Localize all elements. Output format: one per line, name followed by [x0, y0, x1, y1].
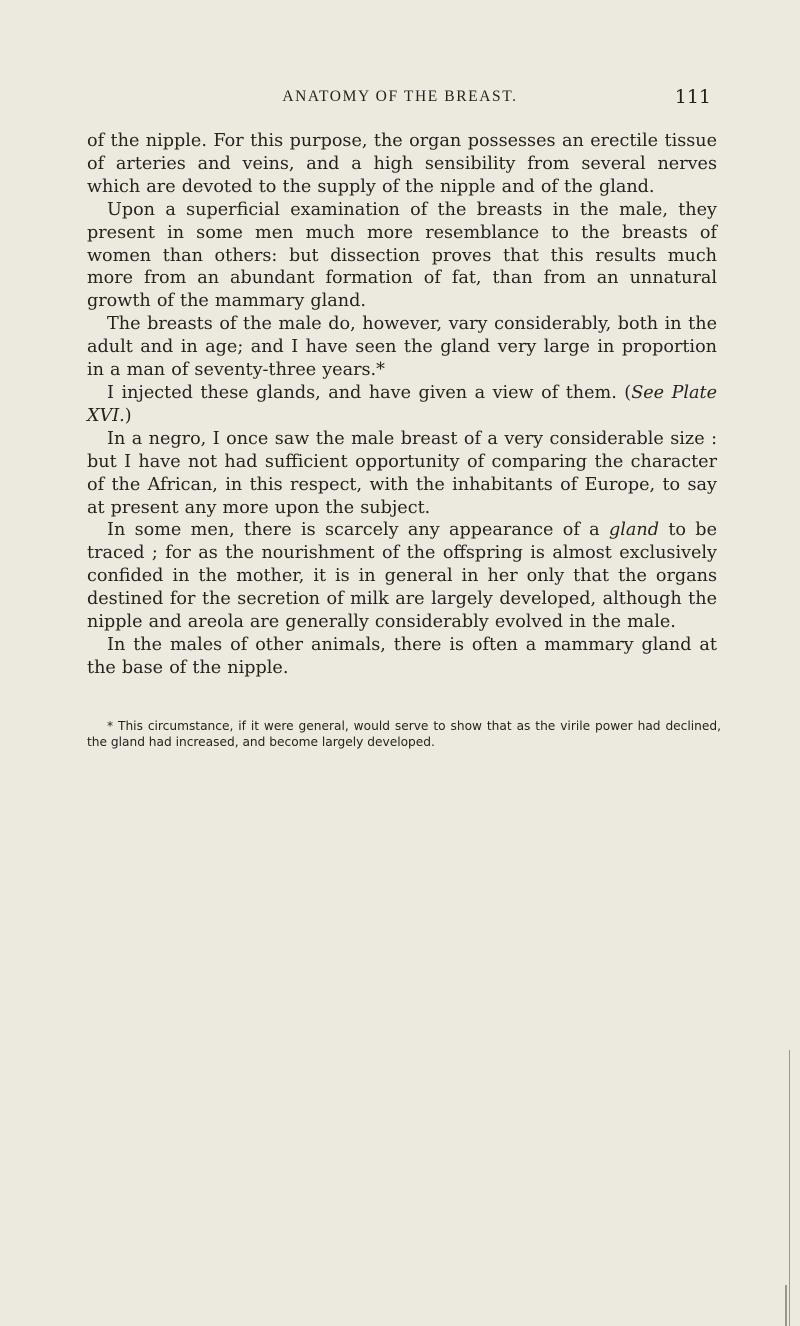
text-run: ) — [124, 405, 132, 426]
paragraph-continued: of the nipple. For this purpose, the organ possesses an erectile tissue of arteries and veins, and a high sensibility from several nerves which are devoted to the supply of the nipple and of the gland. — [87, 131, 717, 197]
page-number: 111 — [674, 86, 711, 108]
page-edge-mark — [789, 1050, 790, 1326]
paragraph — [87, 382, 717, 428]
paragraph: In a negro, I once saw the male breast of a very considerable size : but I have not had sufficient opportunity of comparing the character of the African, in this respect, with the inhabitants of Europe, to say at present any more upon the subject. — [87, 428, 717, 518]
text-run: In some men, there is scarcely any appearance of a — [107, 520, 609, 541]
body-text — [87, 130, 717, 680]
paragraph — [87, 519, 717, 634]
paragraph: Upon a superficial examination of the breasts in the male, they present in some men much more resemblance to the breasts of women than others: but dissection proves that this results much more from an abundant formation of fat, than from an unnatural growth of the mammary gland. — [87, 199, 717, 312]
paragraph: In the males of other animals, there is often a mammary gland at the base of the nipple. — [87, 634, 717, 678]
emphasis: gland — [609, 520, 659, 541]
page-header — [0, 88, 800, 114]
text-run: to be traced ; for as the nourishment of the offspring is almost exclusively confided in the mother, it is in general in her only that the organs destined for the secretion of milk are largely developed, although the nipple and areola are generally considerably evolved in the male. — [87, 520, 717, 633]
page-edge-mark — [785, 1285, 787, 1326]
footnote: * This circumstance, if it were general, would serve to show that as the virile power had declined, the gland had increased, and become largely developed. — [87, 719, 721, 749]
running-title: ANATOMY OF THE BREAST. — [282, 88, 518, 105]
paragraph: The breasts of the male do, however, vary considerably, both in the adult and in age; and I have seen the gland very large in proportion in a man of seventy-three years.* — [87, 314, 717, 381]
plate-reference: See Plate XVI. — [87, 382, 718, 426]
text-run: I injected these glands, and have given a view of them. ( — [107, 382, 632, 403]
